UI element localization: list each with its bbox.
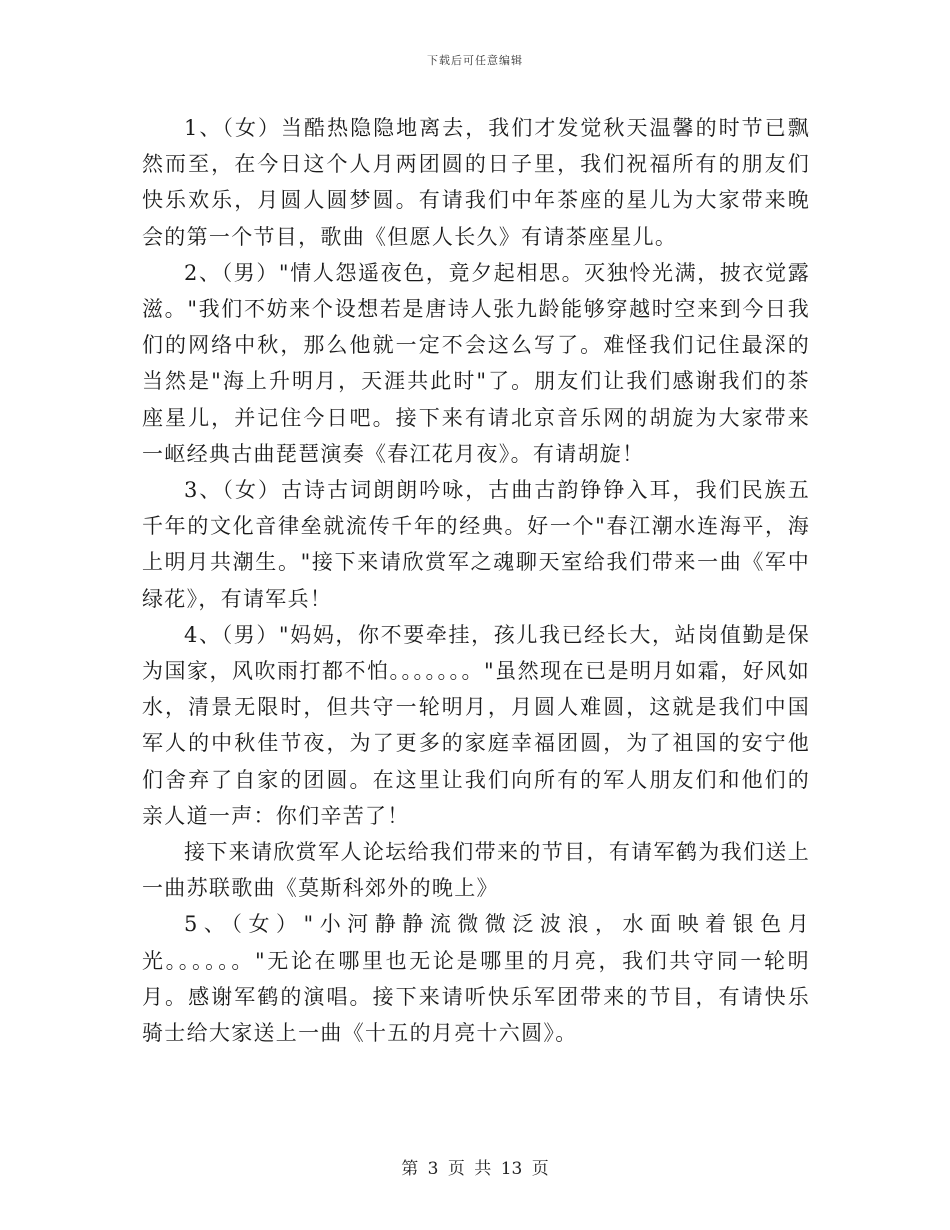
paragraph-3: 3、（女）古诗古词朗朗吟咏，古曲古韵铮铮入耳，我们民族五千年的文化音律垒就流传千年的经典。好一个"春江潮水连海平，海上明月共潮生。"接下来请欣赏军之魂聊天室给我们带来一曲《军中绿花》，有请军兵！: [142, 478, 810, 611]
page-header: 下载后可任意编辑: [427, 54, 523, 67]
document-body: [142, 110, 810, 1051]
paragraph-5: 接下来请欣赏军人论坛给我们带来的节目，有请军鹤为我们送上一曲苏联歌曲《莫斯科郊外的晚上》: [142, 840, 810, 901]
paragraph-6: 5、（女）"小河静静流微微泛波浪，水面映着银色月光。。。。。。"无论在哪里也无论是哪里的月亮，我们共守同一轮明月。感谢军鹤的演唱。接下来请听快乐军团带来的节目，有请快乐骑士给大家送上一曲《十五的月亮十六圆》。: [142, 912, 810, 1046]
paragraph-4: 4、（男）"妈妈，你不要牵挂，孩儿我已经长大，站岗值勤是保为国家，风吹雨打都不怕。。。。。。。"虽然现在已是明月如霜，好风如水，清景无限时，但共守一轮明月，月圆人难圆，这就是我们中国军人的中秋佳节夜，为了更多的家庭幸福团圆，为了祖国的安宁他们舍弃了自家的团圆。在这里让我们向所有的军人朋友们和他们的亲人道一声：你们辛苦了！: [142, 622, 810, 828]
paragraph-2: 2、（男）"情人怨遥夜色，竟夕起相思。灭独怜光满，披衣觉露滋。"我们不妨来个设想若是唐诗人张九龄能够穿越时空来到今日我们的网络中秋，那么他就一定不会这么写了。难怪我们记住最深的当然是"海上升明月，天涯共此时"了。朋友们让我们感谢我们的茶座星儿，并记住今日吧。接下来有请北京音乐网的胡旋为大家带来一岖经典古曲琵琶演奏《春江花月夜》。有请胡旋！: [142, 260, 810, 466]
page-number: 第 3 页 共 13 页: [401, 1159, 549, 1179]
paragraph-1: 1、（女）当酷热隐隐地离去，我们才发觉秋天温馨的时节已飘然而至，在今日这个人月两团圆的日子里，我们祝福所有的朋友们快乐欢乐，月圆人圆梦圆。有请我们中年茶座的星儿为大家带来晚会的第一个节目，歌曲《但愿人长久》有请茶座星儿。: [142, 116, 810, 249]
